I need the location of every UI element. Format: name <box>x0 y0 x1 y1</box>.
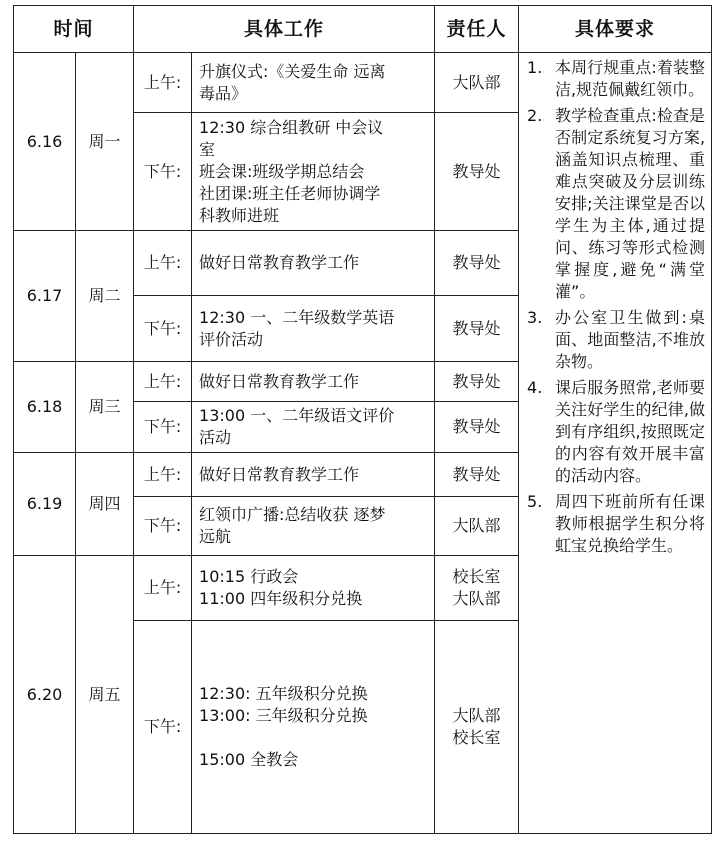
task-line: 13:00 一、二年级语文评价 <box>199 406 395 425</box>
period-cell: 下午: <box>134 621 192 834</box>
task-line: 12:30 综合组教研 中会议 <box>199 117 384 137</box>
owner-name: 教导处 <box>452 464 501 484</box>
date-cell: 6.17 <box>14 231 76 362</box>
date-cell: 6.20 <box>14 556 76 834</box>
requirement-text: 办公室卫生做到:桌面、地面整洁,不堆放杂物。 <box>555 308 706 371</box>
period-cell: 上午: <box>134 231 192 296</box>
period-cell: 上午: <box>134 453 192 497</box>
requirement-text: 课后服务照常,老师要关注好学生的纪律,做到有序组织,按照既定的内容有效开展丰富的活动内容。 <box>555 378 706 485</box>
table-row <box>14 53 712 113</box>
owner-name: 教导处 <box>452 161 501 181</box>
period-cell: 下午: <box>134 296 192 362</box>
task-cell <box>192 556 435 621</box>
task-line: 12:30 一、二年级数学英语 <box>199 307 395 327</box>
period-cell: 下午: <box>134 497 192 556</box>
date-cell: 6.19 <box>14 453 76 556</box>
requirement-number: 1. <box>527 58 543 77</box>
task-line: 10:15 行政会 <box>199 567 299 586</box>
task-line: 社团课:班主任老师协调学 <box>199 183 381 203</box>
task-line: 红领巾广播:总结收获 逐梦 <box>199 505 386 524</box>
task-line: 班会课:班级学期总结会 <box>199 161 365 181</box>
requirement-number: 4. <box>527 378 543 397</box>
owner-cell <box>435 497 519 556</box>
owner-name: 大队部 <box>452 516 501 535</box>
weekly-schedule-table <box>13 5 712 834</box>
weekday-cell: 周五 <box>76 556 134 834</box>
header-row <box>14 6 712 53</box>
header-owner: 责任人 <box>435 6 519 53</box>
owner-name: 教导处 <box>452 318 501 338</box>
period-cell: 上午: <box>134 362 192 402</box>
task-line: 做好日常教育教学工作 <box>199 253 360 272</box>
owner-cell <box>435 556 519 621</box>
task-cell <box>192 362 435 402</box>
task-line: 做好日常教育教学工作 <box>199 464 360 484</box>
requirement-text: 教学检查重点:检查是否制定系统复习方案,涵盖知识点梳理、重难点突破及分层训练安排;关注课堂是否以学生为主体,通过提问、练习等形式检测掌握度,避免“满堂灌”。 <box>555 106 706 301</box>
requirement-number: 2. <box>527 106 543 125</box>
requirements-list <box>527 57 705 557</box>
weekday-cell: 周四 <box>76 453 134 556</box>
task-cell <box>192 53 435 113</box>
task-line <box>199 727 428 749</box>
requirement-number: 5. <box>527 492 543 511</box>
owner-name: 大队部 <box>452 706 501 725</box>
owner-name: 教导处 <box>452 417 501 436</box>
owner-cell <box>435 53 519 113</box>
owner-cell <box>435 621 519 834</box>
schedule-body <box>14 53 712 834</box>
owner-name: 校长室 <box>452 728 501 747</box>
requirement-number: 3. <box>527 308 543 327</box>
requirement-item <box>527 307 705 373</box>
date-cell: 6.18 <box>14 362 76 453</box>
task-line: 室 <box>199 139 216 159</box>
owner-name: 校长室 <box>452 567 501 586</box>
task-cell <box>192 296 435 362</box>
task-cell <box>192 621 435 834</box>
task-line: 13:00: 三年级积分兑换 <box>199 706 368 725</box>
owner-cell <box>435 113 519 231</box>
header-work: 具体工作 <box>134 6 435 53</box>
task-line: 毒品》 <box>199 83 248 103</box>
period-cell: 下午: <box>134 402 192 453</box>
period-cell: 下午: <box>134 113 192 231</box>
task-line: 评价活动 <box>199 329 264 349</box>
period-cell: 上午: <box>134 53 192 113</box>
header-requirements: 具体要求 <box>519 6 712 53</box>
task-line: 做好日常教育教学工作 <box>199 371 360 391</box>
task-line: 15:00 全教会 <box>199 750 299 769</box>
weekday-cell: 周三 <box>76 362 134 453</box>
header-time: 时间 <box>14 6 134 53</box>
task-line: 升旗仪式:《关爱生命 远离 <box>199 61 386 81</box>
requirement-text: 本周行规重点:着装整洁,规范佩戴红领巾。 <box>555 58 706 99</box>
owner-cell <box>435 296 519 362</box>
task-line: 11:00 四年级积分兑换 <box>199 589 363 608</box>
task-cell <box>192 497 435 556</box>
owner-name: 大队部 <box>452 72 501 92</box>
owner-name: 大队部 <box>452 589 501 608</box>
owner-cell <box>435 402 519 453</box>
owner-name: 教导处 <box>452 253 501 272</box>
owner-name: 教导处 <box>452 371 501 391</box>
requirement-item <box>527 105 705 303</box>
date-cell: 6.16 <box>14 53 76 231</box>
task-line: 远航 <box>199 527 232 546</box>
owner-cell <box>435 231 519 296</box>
requirements-cell <box>519 53 712 834</box>
requirement-text: 周四下班前所有任课教师根据学生积分将虹宝兑换给学生。 <box>555 492 706 555</box>
weekday-cell: 周二 <box>76 231 134 362</box>
task-cell <box>192 113 435 231</box>
period-cell: 上午: <box>134 556 192 621</box>
task-cell <box>192 453 435 497</box>
requirement-item <box>527 377 705 487</box>
owner-cell <box>435 362 519 402</box>
task-cell <box>192 231 435 296</box>
task-line: 科教师进班 <box>199 205 280 225</box>
task-cell <box>192 402 435 453</box>
owner-cell <box>435 453 519 497</box>
requirement-item <box>527 491 705 557</box>
task-line: 活动 <box>199 428 232 447</box>
weekday-cell: 周一 <box>76 53 134 231</box>
task-line: 12:30: 五年级积分兑换 <box>199 684 368 703</box>
requirement-item <box>527 57 705 101</box>
